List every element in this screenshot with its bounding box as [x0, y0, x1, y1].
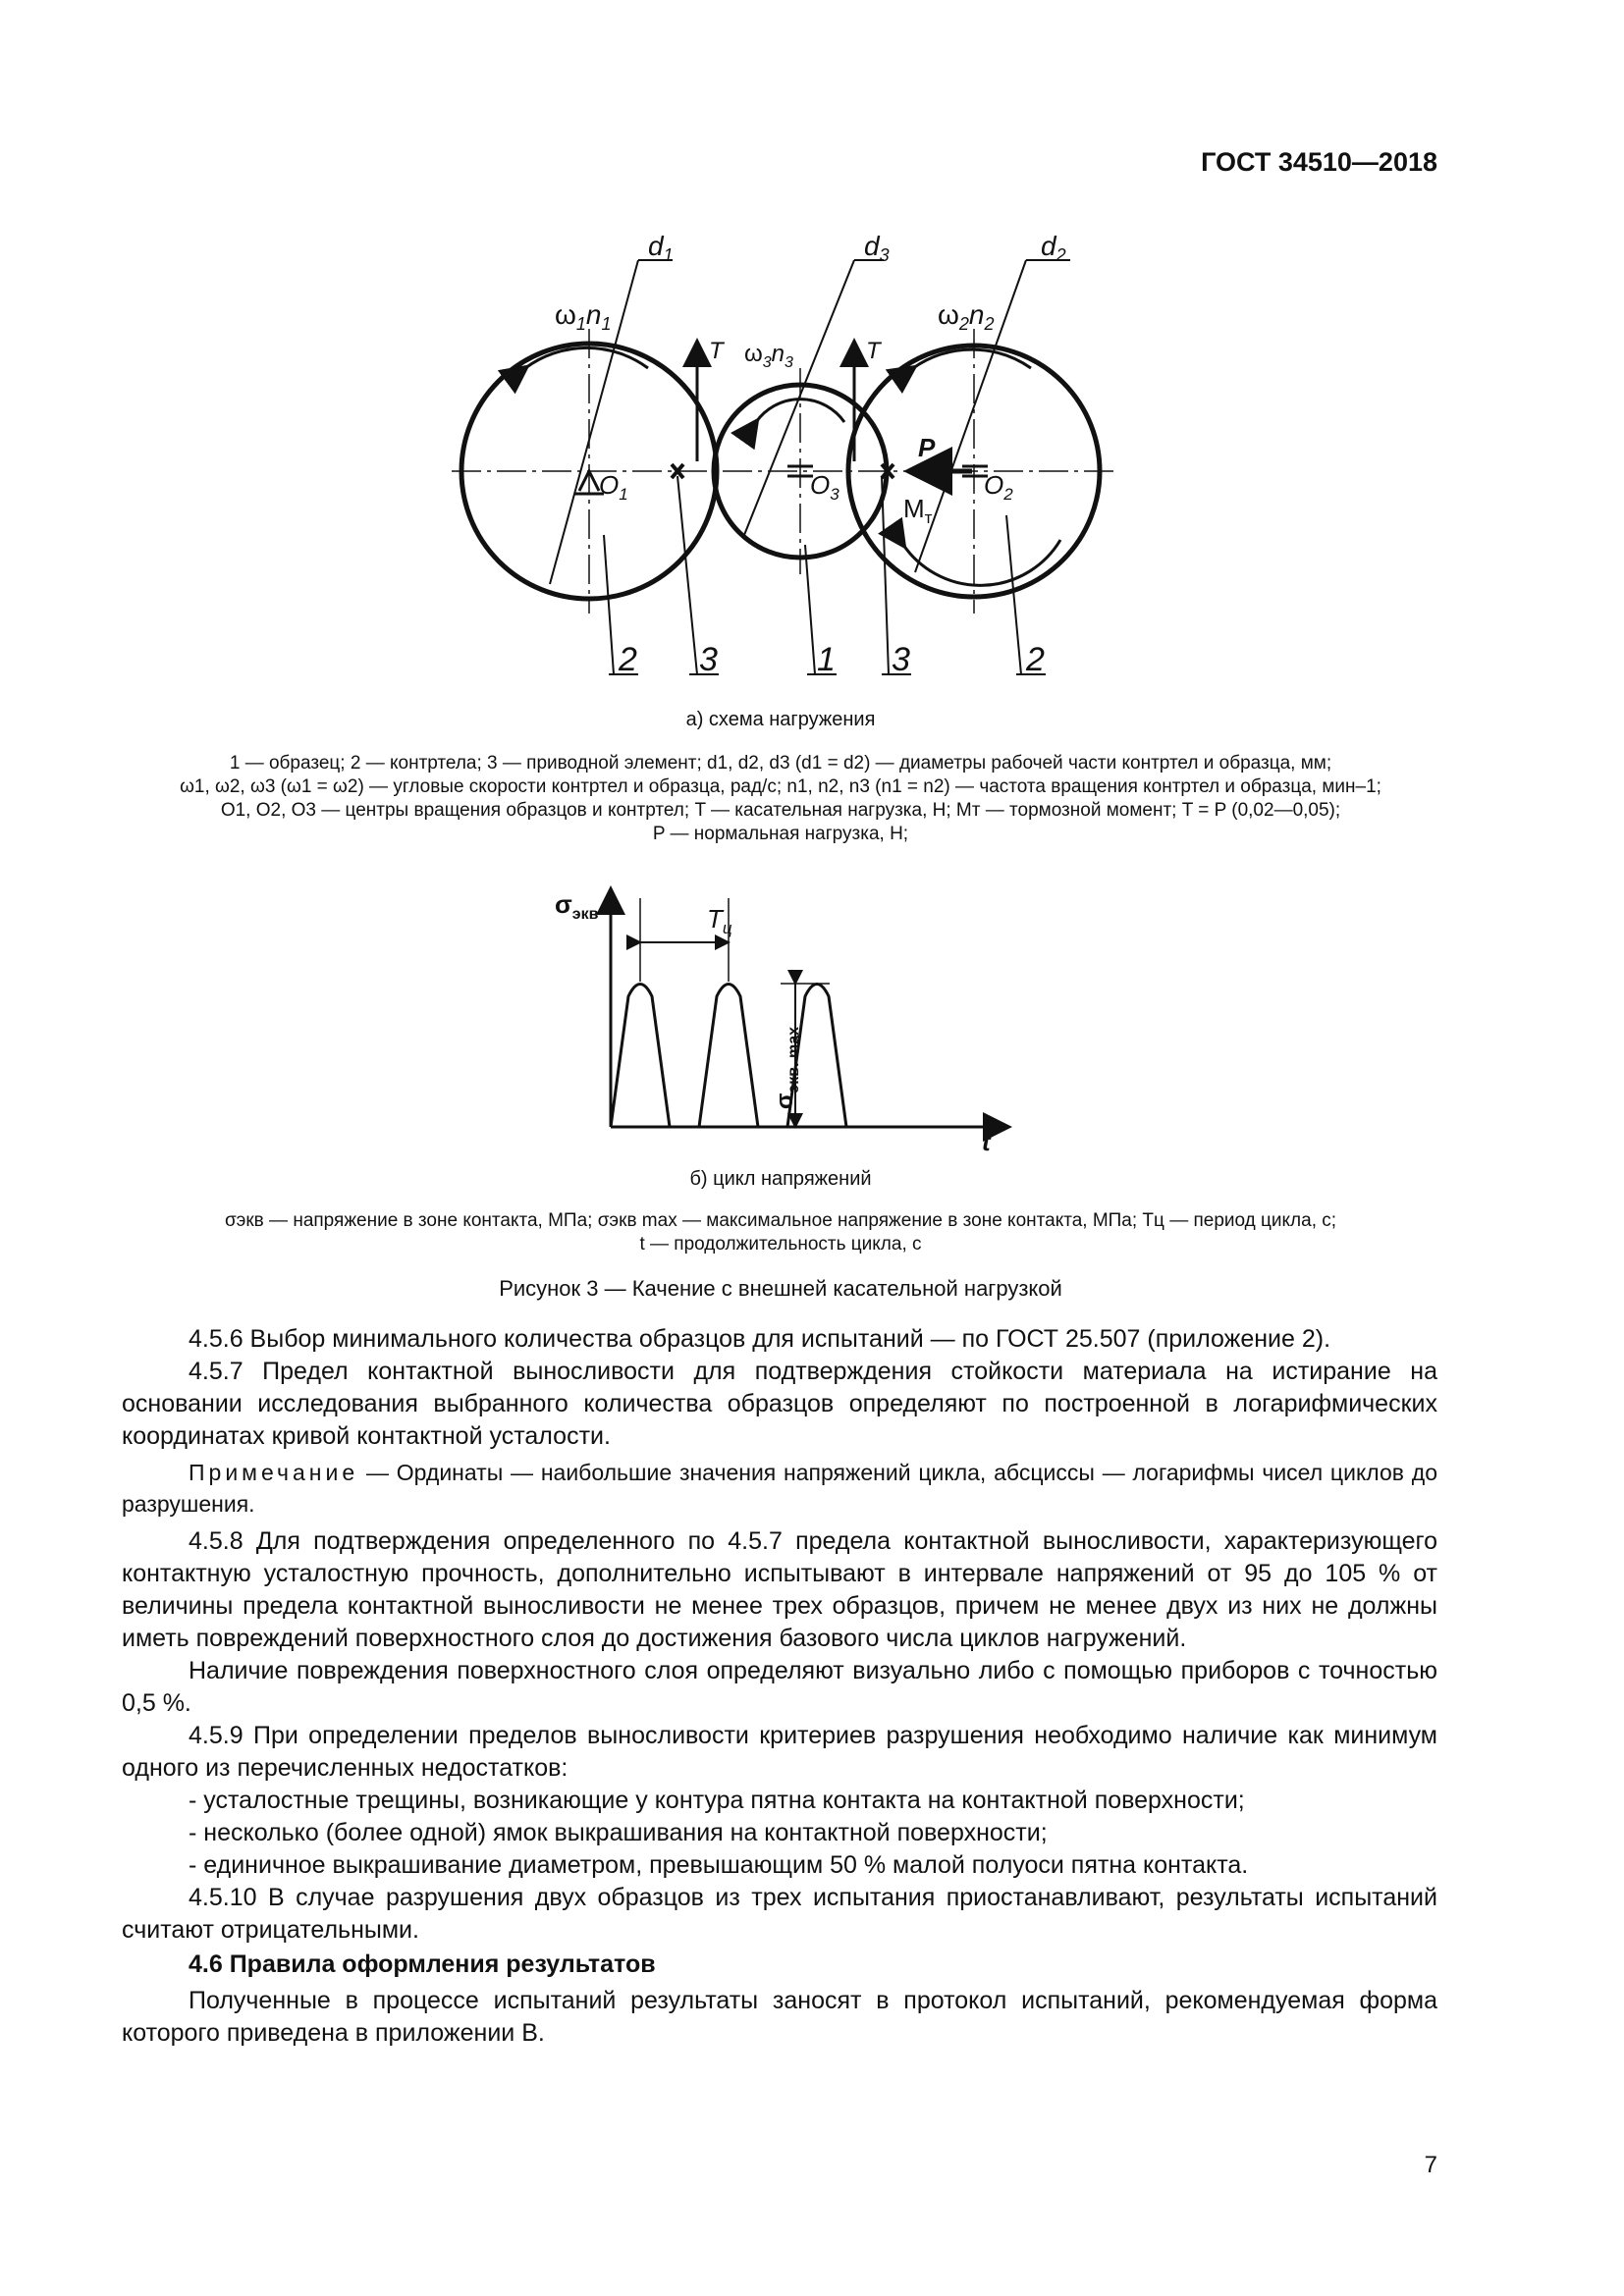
label-T-right: T	[866, 338, 881, 364]
note-label: Примечание	[189, 1460, 359, 1485]
label-w3n3: $\omega_3n_3$	[744, 341, 793, 371]
figure-title: Рисунок 3 — Качение с внешней касательной нагрузкой	[499, 1276, 1062, 1301]
figure-b-caption: б) цикл напряжений	[689, 1168, 872, 1190]
paragraph-4-5-8-continued: Наличие повреждения поверхностного слоя определяют визуально либо с помощью приборов с точностью 0,5 %.	[122, 1657, 1437, 1717]
callout-3-left: 3	[699, 641, 718, 678]
callout-2-left: 2	[619, 641, 637, 678]
label-T-left: T	[709, 338, 724, 364]
paragraph-4-5-9: 4.5.9 При определении пределов выносливости критериев разрушения необходимо наличие как минимум одного из перечисленных недостатков:	[122, 1722, 1437, 1782]
section-heading-4-6: 4.6 Правила оформления результатов	[189, 1950, 656, 1978]
note-text: — Ординаты — наибольшие значения напряжений цикла, абсциссы — логарифмы чисел циклов до разрушения.	[122, 1460, 1437, 1517]
paragraph-4-5-7: 4.5.7 Предел контактной выносливости для подтверждения стойкости материала на истирание на основании исследования выбранного количества образцов определяют по построенной в логарифмических координатах кривой контактной усталости.	[122, 1358, 1437, 1450]
page-number: 7	[1424, 2152, 1437, 2178]
max-stress-label: $\sigma_{экв. max}$	[772, 1026, 802, 1109]
label-d1: $d_1$	[648, 231, 674, 265]
label-O2: $O_2$	[984, 470, 1013, 504]
label-O3: $O_3$	[810, 470, 839, 504]
stress-pulse	[699, 985, 758, 1128]
figure-b-legend	[98, 1209, 1463, 1256]
figure-b-legend-line: t — продолжительность цикла, с	[639, 1234, 922, 1255]
figure-a-legend-line: O1, O2, O3 — центры вращения образцов и контртел; T — касательная нагрузка, Н; Мт — тормозной момент; T = P (0,02—0,05);	[220, 800, 1341, 821]
figure-a-legend	[98, 752, 1463, 846]
y-axis-label: $\sigma_{экв}$	[555, 889, 599, 923]
callout-3-right: 3	[892, 641, 910, 678]
document-body	[122, 1323, 1437, 2050]
figure-a-legend-line: 1 — образец; 2 — контртела; 3 — приводной элемент; d1, d2, d3 (d1 = d2) — диаметры рабочей части контртел и образца, мм;	[229, 753, 1332, 774]
paragraph-4-5-8: 4.5.8 Для подтверждения определенного по 4.5.7 предела контактной выносливости, характеризующего контактную усталостную прочность, дополнительно испытывают в интервале напряжений от 95 до 105 % от величины предела контактной выносливости не менее трех образцов, причем не менее двух из них не должны иметь повреждений поверхностного слоя до достижения базового числа циклов нагружений.	[122, 1527, 1437, 1652]
label-w2n2: $\omega_2n_2$	[938, 299, 995, 334]
figure-a-legend-line: ω1, ω2, ω3 (ω1 = ω2) — угловые скорости контртел и образца, рад/с; n1, n2, n3 (n1 = n2) — частота вращения контртел и образца, мин–1;	[180, 776, 1381, 797]
label-O1: $O_1$	[599, 470, 628, 504]
label-Mt: $М_т$	[903, 494, 933, 527]
stress-pulse	[611, 985, 670, 1128]
figure-b-stress-cycle	[545, 874, 1016, 1158]
period-label: $T_ц$	[707, 904, 732, 937]
figure-b-legend-line: σэкв — напряжение в зоне контакта, МПа; σэкв max — максимальное напряжение в зоне контакта, МПа; Tц — период цикла, с;	[224, 1210, 1337, 1231]
figure-a-caption: а) схема нагружения	[685, 709, 876, 730]
callout-1: 1	[817, 641, 836, 678]
paragraph-4-5-10: 4.5.10 В случае разрушения двух образцов из трех испытания приостанавливают, результаты испытаний считают отрицательными.	[122, 1884, 1437, 1944]
list-item: - единичное выкрашивание диаметром, превышающим 50 % малой полуоси пятна контакта.	[189, 1851, 1249, 1879]
label-d3: $d_3$	[864, 231, 890, 265]
list-item: - несколько (более одной) ямок выкрашивания на контактной поверхности;	[189, 1819, 1048, 1846]
label-w1n1: $\omega_1n_1$	[555, 299, 612, 334]
note	[122, 1457, 1437, 1520]
label-d2: $d_2$	[1041, 231, 1066, 265]
paragraph-4-6: Полученные в процессе испытаний результаты заносят в протокол испытаний, рекомендуемая форма которого приведена в приложении В.	[122, 1987, 1437, 2047]
paragraph-4-5-6: 4.5.6 Выбор минимального количества образцов для испытаний — по ГОСТ 25.507 (приложение 2).	[189, 1325, 1331, 1353]
figure-a-legend-line: P — нормальная нагрузка, Н;	[652, 824, 909, 844]
x-axis-label: t	[982, 1127, 991, 1156]
list-item: - усталостные трещины, возникающие у контура пятна контакта на контактной поверхности;	[189, 1787, 1245, 1814]
callout-2-right: 2	[1026, 641, 1045, 678]
figure-a-loading-scheme	[432, 231, 1139, 702]
standard-header: ГОСТ 34510—2018	[1201, 147, 1437, 177]
label-P: P	[918, 433, 936, 462]
